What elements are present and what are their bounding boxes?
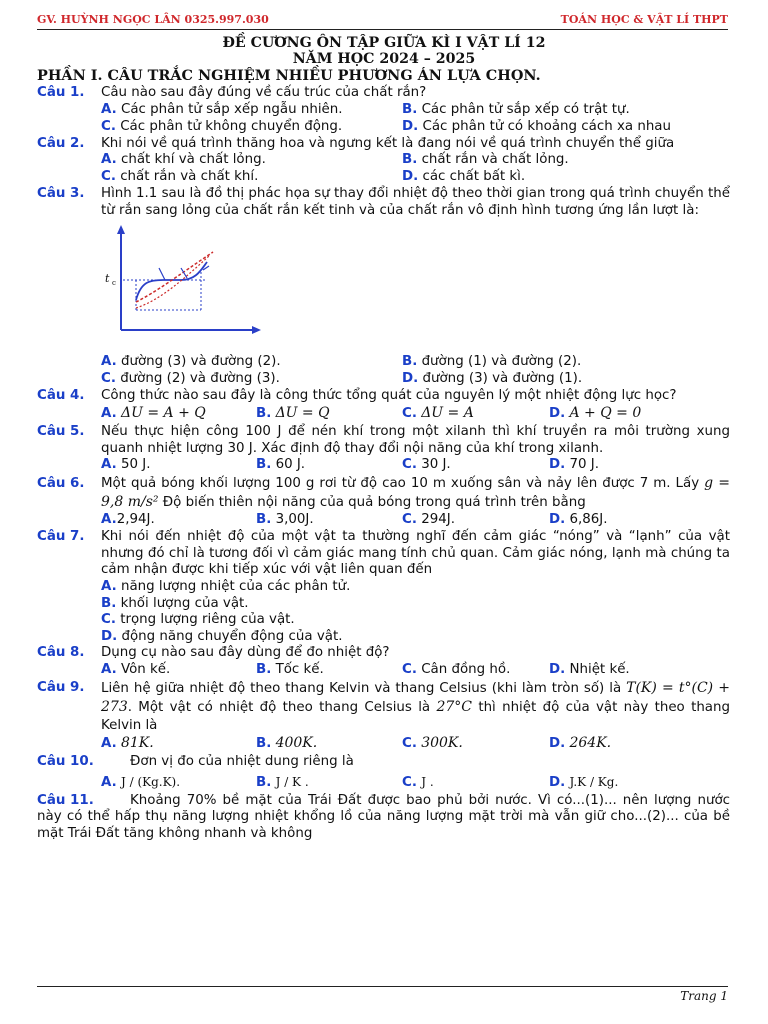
question-number: Câu 10. — [37, 753, 94, 769]
options-row — [37, 169, 730, 186]
x-axis-arrow — [252, 326, 261, 334]
option-d[interactable]: D. Nhiệt kế. — [549, 661, 630, 677]
question-3 — [37, 186, 730, 219]
options-row — [37, 457, 730, 474]
question-10 — [37, 754, 730, 771]
options-row — [37, 771, 730, 793]
option-c[interactable]: C. 300K. — [402, 734, 463, 751]
option-d[interactable]: D. các chất bất kì. — [402, 169, 526, 185]
question-text-cont: . Một vật có nhiệt độ theo thang Celsius là — [127, 699, 431, 715]
title-line-1: ĐỀ CƯƠNG ÔN TẬP GIỮA KÌ I VẬT LÍ 12 — [222, 35, 546, 51]
option-a[interactable]: A. đường (3) và đường (2). — [101, 354, 281, 370]
option-a[interactable]: A. 81K. — [101, 734, 154, 751]
kelvin-formula: T(K) = t°(C) + 273 — [101, 679, 730, 715]
y-axis-arrow — [117, 225, 125, 234]
question-6 — [37, 474, 730, 512]
title-line-2: NĂM HỌC 2024 – 2025 — [292, 51, 476, 67]
option-b[interactable]: B. 60 J. — [256, 457, 306, 473]
options-row — [37, 119, 730, 136]
question-text-end: thì nhiệt độ của vật này theo thang Kelvin là — [101, 699, 730, 733]
option-c[interactable]: C. chất rắn và chất khí. — [101, 169, 259, 185]
option-b[interactable]: B. đường (1) và đường (2). — [402, 354, 582, 370]
question-text: Đơn vị đo của nhiệt dung riêng là — [130, 753, 354, 769]
question-text: Câu nào sau đây đúng về cấu trúc của chất rắn? — [101, 85, 427, 100]
question-text: Khi nói về quá trình thăng hoa và ngưng kết là đang nói về quá trình chuyển thể giữa — [101, 135, 675, 151]
option-b[interactable]: B. 3,00J. — [256, 512, 314, 528]
option-c[interactable]: C. Cân đồng hồ. — [402, 661, 511, 677]
question-5 — [37, 424, 730, 457]
option-c[interactable]: C. 294J. — [402, 512, 455, 528]
option-c[interactable]: C. trọng lượng riêng của vật. — [101, 612, 295, 628]
question-text-cont: Độ biến thiên nội năng của quả bóng trong quá trình trên bằng — [162, 495, 586, 511]
question-11 — [37, 793, 730, 843]
option-d[interactable]: D. 6,86J. — [549, 512, 608, 528]
tc-label: t — [105, 272, 110, 286]
question-text: Khoảng 70% bề mặt của Trái Đất được bao phủ bởi nước. Vì có...(1)... nên lượng nước này có thể hấp thụ năng lượng nhiệt khổng lồ của năng lượng mặt trời mà vẫn giữ cho...(2)... của bề mặt Trái Đất tăng không nhanh và không — [37, 792, 730, 841]
document-title — [0, 35, 768, 67]
question-number: Câu 3. — [37, 186, 85, 202]
options-row — [37, 512, 730, 529]
question-8 — [37, 645, 730, 662]
option-d[interactable]: D. động năng chuyển động của vật. — [101, 628, 343, 644]
question-number: Câu 11. — [37, 792, 94, 808]
header-author: GV. HUỲNH NGỌC LÂN 0325.997.030 — [37, 13, 269, 26]
header-subject: TOÁN HỌC & VẬT LÍ THPT — [560, 13, 728, 26]
option-c[interactable]: C. 30 J. — [402, 457, 451, 473]
option-a[interactable]: A. chất khí và chất lỏng. — [101, 152, 266, 168]
question-text: Công thức nào sau đây là công thức tổng quát của nguyên lý một nhiệt động lực học? — [101, 388, 677, 404]
question-list — [37, 85, 730, 842]
page-number: Trang 1 — [680, 989, 728, 1003]
tick-mark-1 — [159, 268, 165, 280]
option-d[interactable]: D. 264K. — [549, 734, 612, 751]
option-a[interactable]: A. ΔU = A + Q — [101, 404, 206, 421]
gravity-formula: g = 9,8 m/s² — [101, 475, 730, 511]
option-b[interactable]: B. Tốc kế. — [256, 661, 324, 677]
graph-svg — [101, 222, 271, 352]
option-b[interactable]: B. J / K . — [256, 774, 309, 790]
option-d[interactable]: D. đường (3) và đường (1). — [402, 371, 583, 387]
option-c[interactable]: C. ΔU = A — [402, 404, 474, 421]
option-d[interactable]: D. Các phân tử có khoảng cách xa nhau — [402, 118, 671, 134]
question-text: Một quả bóng khối lượng 100 g rơi từ độ cao 10 m xuống sân và nảy lên được 7 m. Lấy — [101, 476, 700, 492]
question-number: Câu 9. — [37, 679, 85, 695]
phase-change-graph — [37, 219, 730, 354]
question-text: Hình 1.1 sau là đồ thị phác họa sự thay đổi nhiệt độ theo thời gian trong quá trình chuyển thể từ rắn sang lỏng của chất rắn kết tinh và của chất rắn vô định hình tương ứng lần lượt là: — [101, 186, 730, 218]
question-number: Câu 1. — [37, 85, 85, 100]
option-a[interactable]: A.2,94J. — [101, 512, 155, 528]
tc-subscript: c — [112, 279, 116, 288]
tick-mark-2 — [181, 268, 187, 278]
option-b[interactable]: B. khối lượng của vật. — [101, 595, 249, 611]
footer-divider — [37, 986, 728, 987]
options-row — [37, 735, 730, 754]
option-d[interactable]: D. A + Q = 0 — [549, 404, 642, 421]
question-number: Câu 6. — [37, 476, 85, 492]
question-9 — [37, 679, 730, 735]
question-text: Khi nói đến nhiệt độ của một vật ta thường nghĩ đến cảm giác “nóng” và “lạnh” của vật nhưng đó chỉ là tương đối vì cảm giác mang tính chủ quan. Cảm giác nóng, lạnh mà chúng ta cảm nhận được khi tiếp xúc với vật liên quan đến — [101, 529, 730, 578]
options-row — [37, 405, 730, 424]
question-number: Câu 7. — [37, 529, 85, 545]
option-a[interactable]: A. năng lượng nhiệt của các phân tử. — [101, 578, 351, 594]
option-a[interactable]: A. 50 J. — [101, 457, 151, 473]
option-b[interactable]: B. ΔU = Q — [256, 404, 330, 421]
option-a[interactable]: A. Vôn kế. — [101, 661, 171, 677]
question-number: Câu 8. — [37, 645, 85, 661]
question-number: Câu 5. — [37, 423, 85, 439]
option-c[interactable]: C. Các phân tử không chuyển động. — [101, 118, 343, 134]
options-row — [37, 371, 730, 388]
page-header — [37, 12, 728, 30]
option-d[interactable]: D. 70 J. — [549, 457, 599, 473]
options-row — [37, 152, 730, 169]
option-d[interactable]: D. J.K / Kg. — [549, 774, 619, 790]
question-2 — [37, 136, 730, 153]
section-heading: PHẦN I. CÂU TRẮC NGHIỆM NHIỀU PHƯƠNG ÁN LỰA CHỌN. — [37, 67, 541, 84]
question-7 — [37, 529, 730, 579]
question-1 — [37, 85, 730, 102]
question-text: Nếu thực hiện công 100 J để nén khí trong một xilanh thì khí truyền ra môi trường xung quanh nhiệt lượng 30 J. Xác định độ thay đổi nội năng của khí trong xilanh. — [101, 423, 730, 456]
question-4 — [37, 388, 730, 405]
header-divider — [37, 29, 728, 30]
celsius-value: 27°C — [436, 698, 472, 715]
options-row — [37, 662, 730, 679]
question-number: Câu 2. — [37, 135, 85, 151]
option-b[interactable]: B. Các phân tử sắp xếp có trật tự. — [402, 101, 630, 117]
question-text: Liên hệ giữa nhiệt độ theo thang Kelvin và thang Celsius (khi làm tròn số) là — [101, 680, 622, 696]
option-b[interactable]: B. chất rắn và chất lỏng. — [402, 152, 569, 168]
options-row — [37, 102, 730, 119]
option-a[interactable]: A. J / (Kg.K). — [101, 774, 181, 790]
question-number: Câu 4. — [37, 388, 85, 404]
option-a[interactable]: A. Các phân tử sắp xếp ngẫu nhiên. — [101, 101, 343, 117]
option-b[interactable]: B. 400K. — [256, 734, 318, 751]
option-c[interactable]: C. J . — [402, 774, 434, 790]
option-c[interactable]: C. đường (2) và đường (3). — [101, 371, 280, 387]
options-row — [37, 354, 730, 371]
question-text: Dụng cụ nào sau đây dùng để đo nhiệt độ? — [101, 645, 390, 661]
